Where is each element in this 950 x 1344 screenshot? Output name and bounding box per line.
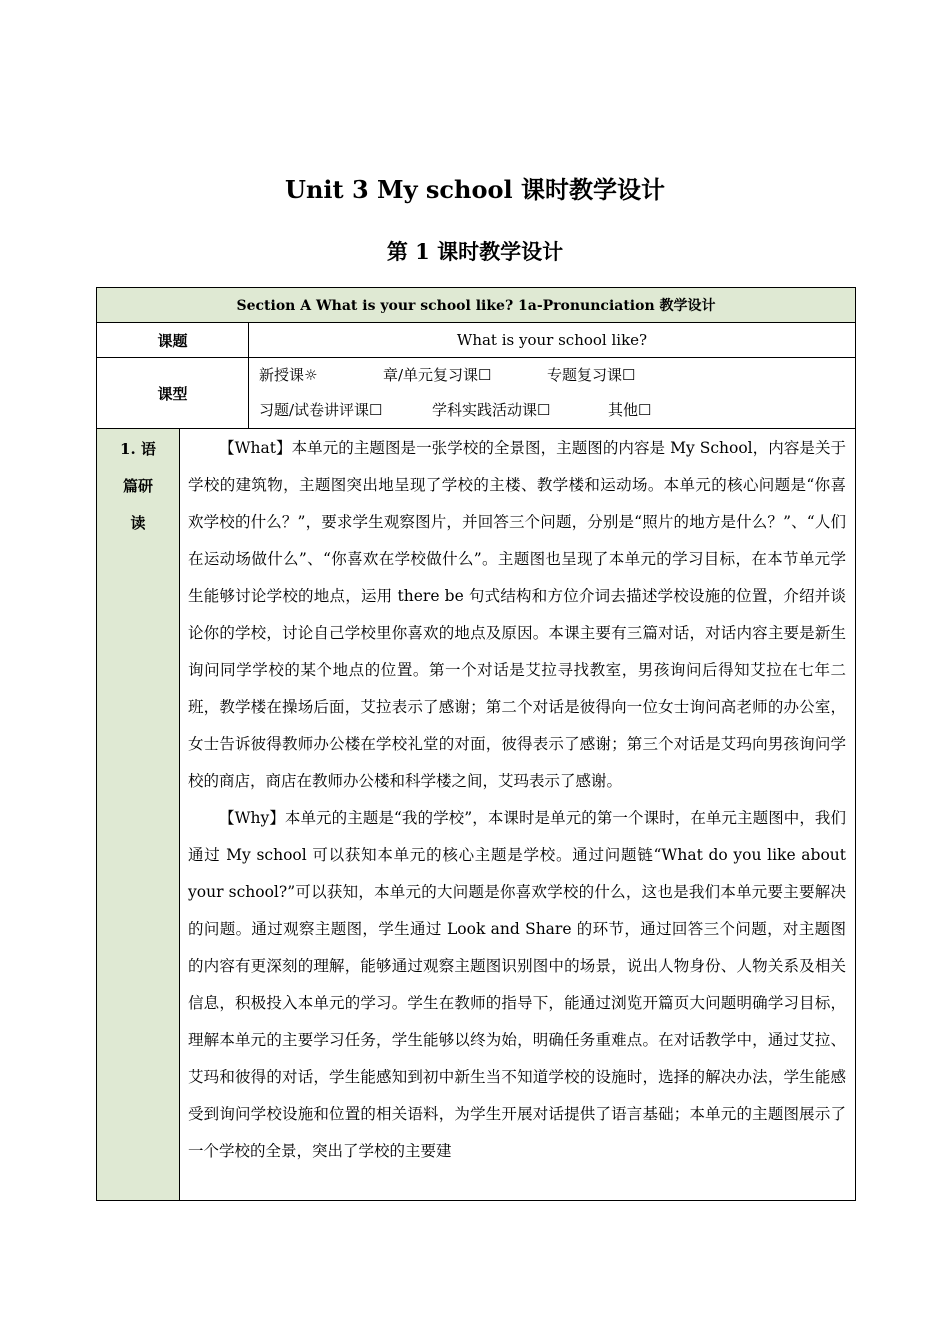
option-other: 其他☐ [608,401,652,419]
section-heading: Section A What is your school like? 1a-Pronunciation 教学设计 [97,288,856,323]
topic-row [97,323,856,358]
topic-value: What is your school like? [249,323,856,358]
lesson-type-line-2 [259,393,855,428]
lesson-subtitle: 第 1 课时教学设计 [386,239,564,264]
option-exercise-review: 习题/试卷讲评课☐ [259,401,383,419]
lesson-type-line-1 [259,358,855,393]
text-analysis-row [97,429,856,1201]
text-analysis-content [180,429,856,1201]
text-analysis-label: 1. 语篇研读 [120,440,156,532]
option-new-lesson: 新授课☼ [259,366,318,384]
section-heading-row [97,288,856,323]
lesson-design-table [96,287,856,1201]
option-unit-review: 章/单元复习课☐ [383,366,492,384]
topic-label: 课题 [97,323,249,358]
option-practice-activity: 学科实践活动课☐ [432,401,551,419]
what-paragraph: 【What】本单元的主题图是一张学校的全景图，主题图的内容是 My School，内容是关于学校的建筑物，主题图突出地呈现了学校的主楼、教学楼和运动场。本单元的核心问题是“你喜欢学校的什么？”，要求学生观察图片，并回答三个问题，分别是“照片的地方是什么？”、“人们在运动场做什么”、“你喜欢在学校做什么”。主题图也呈现了本单元的学习目标，在本节单元学生能够讨论学校的地点，运用 there be 句式结构和方位介词去描述学校设施的位置，介绍并谈论你的学校，讨论自己学校里你喜欢的地点及原因。本课主要有三篇对话，对话内容主要是新生询问同学学校的某个地点的位置。第一个对话是艾拉寻找教室，男孩询问后得知艾拉在七年二班，教学楼在操场后面，艾拉表示了感谢；第二个对话是彼得向一位女士询问高老师的办公室，女士告诉彼得教师办公楼在学校礼堂的对面，彼得表示了感谢；第三个对话是艾玛向男孩询问学校的商店，商店在教师办公楼和科学楼之间，艾玛表示了感谢。 [188,439,847,790]
option-topic-review: 专题复习课☐ [547,366,636,384]
lesson-type-options [249,358,856,429]
lesson-type-row [97,358,856,429]
why-paragraph: 【Why】本单元的主题是“我的学校”，本课时是单元的第一个课时，在单元主题图中，我们通过 My school 可以获知本单元的核心主题是学校。通过问题链“What do you like about your school?”可以获知，本单元的大问题是你喜欢学校的什么，这也是我们本单元要主要解决的问题。通过观察主题图，学生通过 Look and Share 的环节，通过回答三个问题，对主题图的内容有更深刻的理解，能够通过观察主题图识别图中的场景，说出人物身份、人物关系及相关信息，积极投入本单元的学习。学生在教师的指导下，能通过浏览开篇页大问题明确学习目标，理解本单元的主要学习任务，学生能够以终为始，明确任务重难点。在对话教学中，通过艾拉、艾玛和彼得的对话，学生能感知到初中新生当不知道学校的设施时，选择的解决办法，学生能感受到询问学校设施和位置的相关语料，为学生开展对话提供了语言基础；本单元的主题图展示了一个学校的全景，突出了学校的主要建 [188,809,847,1160]
text-analysis-label-cell [97,429,180,1201]
lesson-type-label: 课型 [97,358,249,429]
document-title: Unit 3 My school 课时教学设计 [285,175,665,204]
